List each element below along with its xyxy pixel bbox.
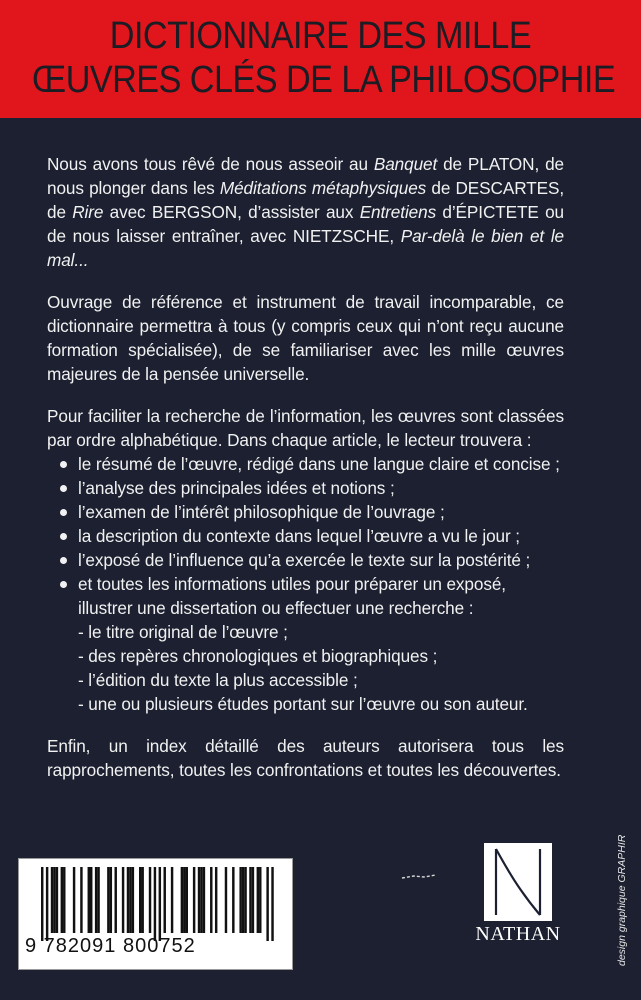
design-credit: design graphique GRAPHIR	[616, 834, 628, 966]
barcode-bar	[127, 867, 129, 933]
description-paragraph: Ouvrage de référence et instrument de travail incomparable, ce dictionnaire permettra à tous (y compris ceux qui n’ont reçu aucune formation spécialisée), de se familiariser avec les mille œuvres majeures de la pensée universelle.	[47, 292, 564, 384]
barcode-bar	[198, 867, 200, 933]
work-title-meditations: Méditations métaphysiques	[219, 178, 427, 198]
barcode-bar	[110, 867, 112, 933]
barcode-bar	[210, 867, 212, 933]
barcode-bar	[154, 867, 156, 941]
barcode-bar	[249, 867, 251, 933]
barcode-bar	[259, 867, 261, 933]
barcode-bar	[149, 867, 151, 933]
barcode-bar	[122, 867, 124, 933]
bullet-icon	[60, 533, 67, 540]
barcode-bar	[183, 867, 185, 933]
list-item: et toutes les informations utiles pour préparer un exposé, illustrer une dissertation ou effectuer une recherche : - le titre original de l’œuvre ; - des repères chronologiques et biographiques ; - l’édition du texte la plus accessible ; - une ou plusieurs études portant sur l’œuvre ou son auteur.	[69, 572, 564, 716]
barcode-bar	[159, 867, 161, 941]
barcode-bar	[244, 867, 246, 933]
nathan-logo-graphic	[484, 843, 552, 921]
barcode-bar	[141, 867, 143, 933]
bullet-icon	[60, 557, 67, 564]
barcode-bar	[51, 867, 53, 933]
sublist-item: - une ou plusieurs études portant sur l’œuvre ou son auteur.	[78, 694, 528, 714]
barcode-bar	[53, 867, 55, 933]
barcode-bar	[46, 867, 48, 941]
barcode-bar	[257, 867, 259, 933]
intro-paragraph	[47, 152, 564, 272]
intro-text-5: d’ÉPICTETE ou de nous laisser entraîner, avec NIETZSCHE,	[47, 202, 565, 246]
barcode-bar	[266, 867, 268, 941]
barcode-bar	[232, 867, 234, 933]
barcode-bar	[115, 867, 117, 933]
back-cover-text	[47, 152, 564, 800]
publisher-name: NATHAN	[475, 923, 561, 945]
scuff-mark	[400, 872, 440, 882]
barcode-bar	[242, 867, 244, 933]
barcode-bar	[215, 867, 217, 933]
work-title-banquet: Banquet	[373, 154, 438, 174]
barcode-bar	[129, 867, 131, 933]
work-title-entretiens: Entretiens	[359, 202, 437, 222]
list-item: l’analyse des principales idées et notions ;	[69, 476, 564, 500]
barcode-bar	[41, 867, 43, 941]
barcode-bar	[95, 867, 97, 933]
barcode-bar	[239, 867, 241, 933]
work-title-par-dela: Par-delà le bien et le mal...	[47, 226, 564, 270]
barcode-bar	[139, 867, 141, 933]
sublist-item: - le titre original de l’œuvre ;	[78, 622, 288, 642]
barcode-bar	[193, 867, 195, 933]
bullet-icon	[60, 485, 67, 492]
article-contents-list	[47, 452, 564, 716]
list-item: la description du contexte dans lequel l’œuvre a vu le jour ;	[69, 524, 564, 548]
barcode-bar	[107, 867, 109, 933]
barcode-bar	[186, 867, 188, 933]
barcode-bar	[61, 867, 63, 933]
barcode-bar	[203, 867, 205, 933]
barcode-bar	[164, 867, 166, 933]
bullet-icon	[60, 581, 67, 588]
barcode-bar	[73, 867, 75, 933]
bullet-icon	[60, 461, 67, 468]
barcode-bar	[271, 867, 273, 941]
article-contents-intro: Pour faciliter la recherche de l’information, les œuvres sont classées par ordre alphabétique. Dans chaque article, le lecteur trouvera :	[47, 406, 564, 450]
barcode-bar	[171, 867, 173, 933]
barcode-bar	[88, 867, 90, 933]
barcode-bar	[225, 867, 227, 933]
barcode-bar	[80, 867, 82, 933]
barcode-bar	[200, 867, 202, 933]
barcode-bar	[97, 867, 99, 933]
intro-text-4: avec BERGSON, d’assister aux	[103, 202, 360, 222]
barcode-number: 9 782091 800752	[25, 935, 196, 957]
barcode-bar	[63, 867, 65, 933]
barcode-bar	[56, 867, 58, 933]
barcode-bar	[90, 867, 92, 933]
sublist-item: - l’édition du texte la plus accessible ;	[78, 670, 358, 690]
intro-text-1: Nous avons tous rêvé de nous asseoir au	[47, 154, 374, 174]
intro-text-2: de PLATON, de nous plonger dans les	[47, 154, 564, 198]
barcode	[18, 858, 293, 970]
bullet-icon	[60, 509, 67, 516]
info-sublist	[78, 620, 564, 716]
list-item: le résumé de l’œuvre, rédigé dans une langue claire et concise ;	[69, 452, 564, 476]
barcode-bar	[252, 867, 254, 933]
nathan-n-logo-icon	[484, 843, 552, 921]
intro-text-3: de DESCARTES, de	[47, 178, 565, 222]
barcode-bar	[132, 867, 134, 933]
list-item: l’exposé de l’influence qu’a exercée le texte sur la postérité ;	[69, 548, 564, 572]
book-title-line-2: ŒUVRES CLÉS DE LA PHILOSOPHIE	[32, 59, 616, 101]
sublist-item: - des repères chronologiques et biographiques ;	[78, 646, 438, 666]
list-item: l’examen de l’intérêt philosophique de l’ouvrage ;	[69, 500, 564, 524]
book-title-line-1: DICTIONNAIRE DES MILLE	[109, 15, 532, 57]
work-title-rire: Rire	[72, 202, 104, 222]
book-title	[32, 14, 616, 102]
barcode-bar	[181, 867, 183, 933]
closing-paragraph: Enfin, un index détaillé des auteurs autorisera tous les rapprochements, toutes les confrontations et toutes les découvertes.	[47, 736, 564, 780]
